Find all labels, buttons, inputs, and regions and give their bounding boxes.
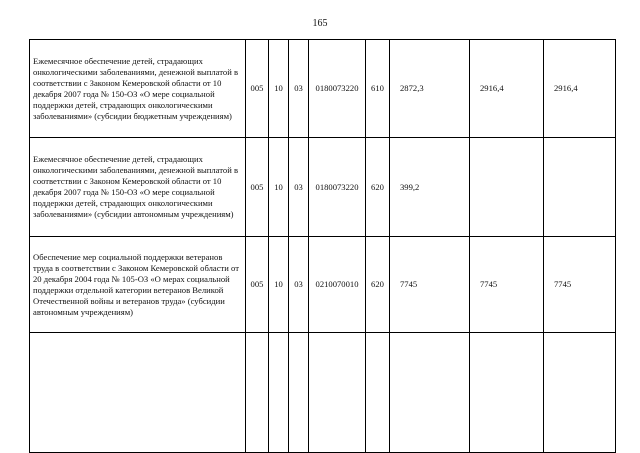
ministry-code: 005 xyxy=(246,40,269,138)
row-description: Ежемесячное обеспечение детей, страдающих онкологическими заболеваниями, денежной выплатой в соответствии с Законом Кемеровской области от 10 декабря 2007 года № 150-ОЗ «О мере социальной поддержки детей, страдающих онкологическими заболеваниями» (субсидии автономным учреждениям) xyxy=(30,138,246,237)
target-article-code: 0210070010 xyxy=(309,237,366,333)
section-code: 10 xyxy=(269,40,289,138)
section-code xyxy=(269,333,289,453)
budget-table xyxy=(29,39,616,453)
subsection-code: 03 xyxy=(289,237,309,333)
table-row xyxy=(30,237,616,333)
section-code: 10 xyxy=(269,237,289,333)
expense-type-code xyxy=(366,333,390,453)
table-row xyxy=(30,333,616,453)
amount-year-1: 2872,3 xyxy=(390,40,470,138)
amount-year-3: 2916,4 xyxy=(544,40,616,138)
amount-year-1 xyxy=(390,333,470,453)
amount-year-3 xyxy=(544,138,616,237)
expense-type-code: 620 xyxy=(366,138,390,237)
target-article-code xyxy=(309,333,366,453)
ministry-code: 005 xyxy=(246,237,269,333)
ministry-code xyxy=(246,333,269,453)
expense-type-code: 620 xyxy=(366,237,390,333)
amount-year-2: 2916,4 xyxy=(470,40,544,138)
amount-year-2 xyxy=(470,138,544,237)
amount-year-1: 399,2 xyxy=(390,138,470,237)
page-number: 165 xyxy=(312,18,328,29)
subsection-code: 03 xyxy=(289,40,309,138)
section-code: 10 xyxy=(269,138,289,237)
amount-year-3 xyxy=(544,333,616,453)
subsection-code xyxy=(289,333,309,453)
target-article-code: 0180073220 xyxy=(309,40,366,138)
table-row xyxy=(30,138,616,237)
amount-year-2 xyxy=(470,333,544,453)
amount-year-3: 7745 xyxy=(544,237,616,333)
expense-type-code: 610 xyxy=(366,40,390,138)
amount-year-1: 7745 xyxy=(390,237,470,333)
subsection-code: 03 xyxy=(289,138,309,237)
target-article-code: 0180073220 xyxy=(309,138,366,237)
row-description: Обеспечение мер социальной поддержки ветеранов труда в соответствии с Законом Кемеровской области от 20 декабря 2004 года № 105-ОЗ «О мерах социальной поддержки отдельной категории ветеранов Великой Отечественной войны и ветеранов труда» (субсидии автономным учреждениям) xyxy=(30,237,246,333)
table-row xyxy=(30,40,616,138)
amount-year-2: 7745 xyxy=(470,237,544,333)
ministry-code: 005 xyxy=(246,138,269,237)
row-description xyxy=(30,333,246,453)
row-description: Ежемесячное обеспечение детей, страдающих онкологическими заболеваниями, денежной выплатой в соответствии с Законом Кемеровской области от 10 декабря 2007 года № 150-ОЗ «О мере социальной поддержки детей, страдающих онкологическими заболеваниями» (субсидии бюджетным учреждениям) xyxy=(30,40,246,138)
